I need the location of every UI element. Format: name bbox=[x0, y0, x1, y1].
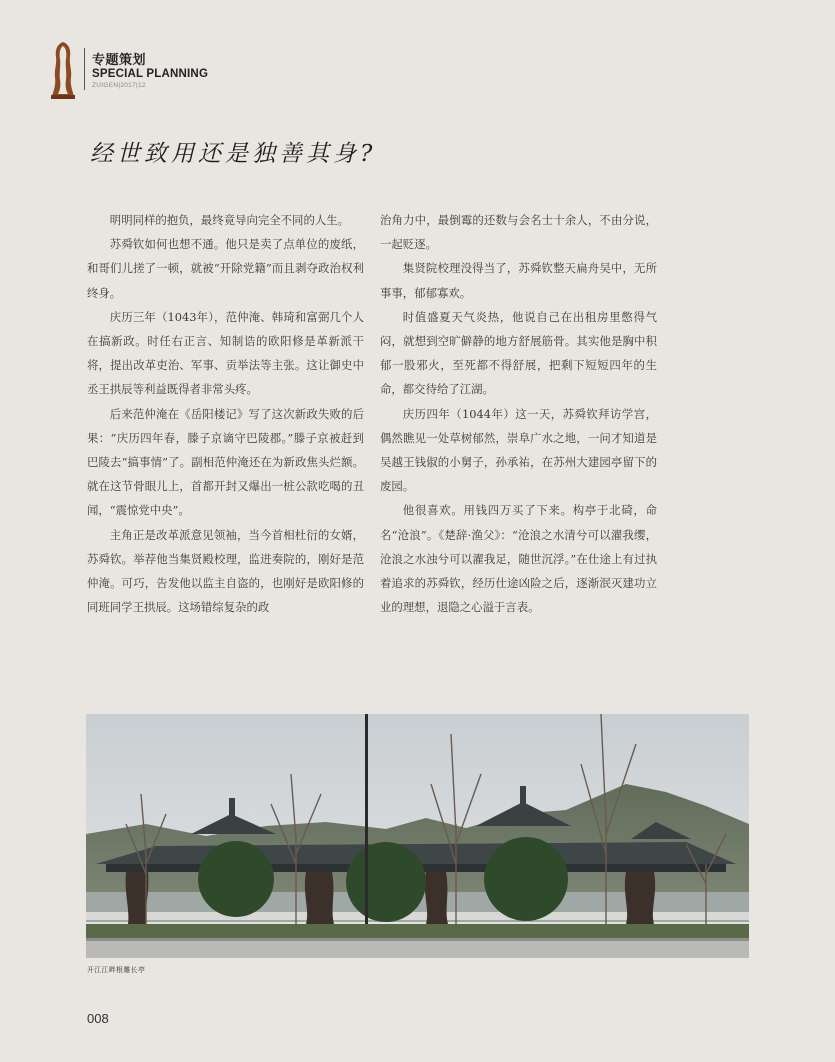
paragraph: 庆历三年（1043年），范仲淹、韩琦和富弼几个人在搞新政。时任右正言、知制诰的欧阳修是革新派干将，提出改革吏治、军事、贡举法等主张。这让御史中丞王拱辰等利益既得者非常头疼。 bbox=[87, 309, 364, 397]
right-column bbox=[380, 208, 657, 619]
section-title-cn: 专题策划 bbox=[92, 53, 147, 68]
paragraph: 治角力中，最倒霉的还数与会名士十余人，不由分说，一起贬逐。 bbox=[380, 213, 657, 252]
page-number: 008 bbox=[87, 1011, 109, 1026]
paragraph: 苏舜钦如何也想不通。他只是卖了点单位的废纸，和哥们儿搓了一顿，就被“开除党籍”而且剥夺政治权利终身。 bbox=[87, 237, 364, 300]
paragraph: 集贤院校理没得当了，苏舜钦整天扁舟吴中，无所事事，郁郁寡欢。 bbox=[380, 261, 657, 300]
riverside-pavilion-photo bbox=[86, 714, 749, 958]
root-sculpture-icon bbox=[48, 40, 78, 100]
photo-caption: 开江江畔根雕长亭 bbox=[87, 966, 146, 974]
paragraph: 后来范仲淹在《岳阳楼记》写了这次新政失败的后果：“庆历四年春，滕子京谪守巴陵郡。”滕子京被赶到巴陵去“搞事情”了。副相范仲淹还在为新政焦头烂额。就在这节骨眼儿上，首都开封又爆出一桩公款吃喝的丑闻，“震惊党中央”。 bbox=[87, 406, 364, 518]
left-column bbox=[87, 208, 364, 619]
section-title-en: SPECIAL PLANNING bbox=[92, 68, 209, 80]
article-title: 经世致用还是独善其身? bbox=[90, 141, 377, 167]
header-divider bbox=[84, 48, 85, 90]
paragraph: 他很喜欢。用钱四万买了下来。构亭于北碕，命名“沧浪”。《楚辞·渔父》：“沧浪之水清兮可以濯我缨，沧浪之水浊兮可以濯我足，随世沉浮。”在仕途上有过执着追求的苏舜钦，经历仕途凶险之后，逐渐泯灭建功立业的理想，退隐之心溢于言表。 bbox=[380, 503, 657, 615]
paragraph: 明明同样的抱负，最终竟导向完全不同的人生。 bbox=[109, 213, 350, 227]
paragraph: 主角正是改革派意见领袖，当今首相杜衍的女婿，苏舜钦。举荐他当集贤殿校理，监进奏院的，刚好是范仲淹。可巧，告发他以监主自盗的，也刚好是欧阳修的同班同学王拱辰。这场错综复杂的政 bbox=[87, 527, 364, 615]
section-subtitle: ZUIGEN|2017|12 bbox=[92, 82, 146, 89]
paragraph: 时值盛夏天气炎热，他说自己在出租房里憋得气闷，就想到空旷僻静的地方舒展筋骨。其实他是胸中积郁一股邪火，至死都不得舒展，把剩下短短四年的生命，都交待给了江湖。 bbox=[380, 309, 657, 397]
paragraph: 庆历四年（1044年）这一天，苏舜钦拜访学宫，偶然瞧见一处草树郁然，崇阜广水之地，一问才知道是吴越王钱俶的小舅子，孙承祐，在苏州大建园亭留下的废园。 bbox=[380, 406, 657, 494]
